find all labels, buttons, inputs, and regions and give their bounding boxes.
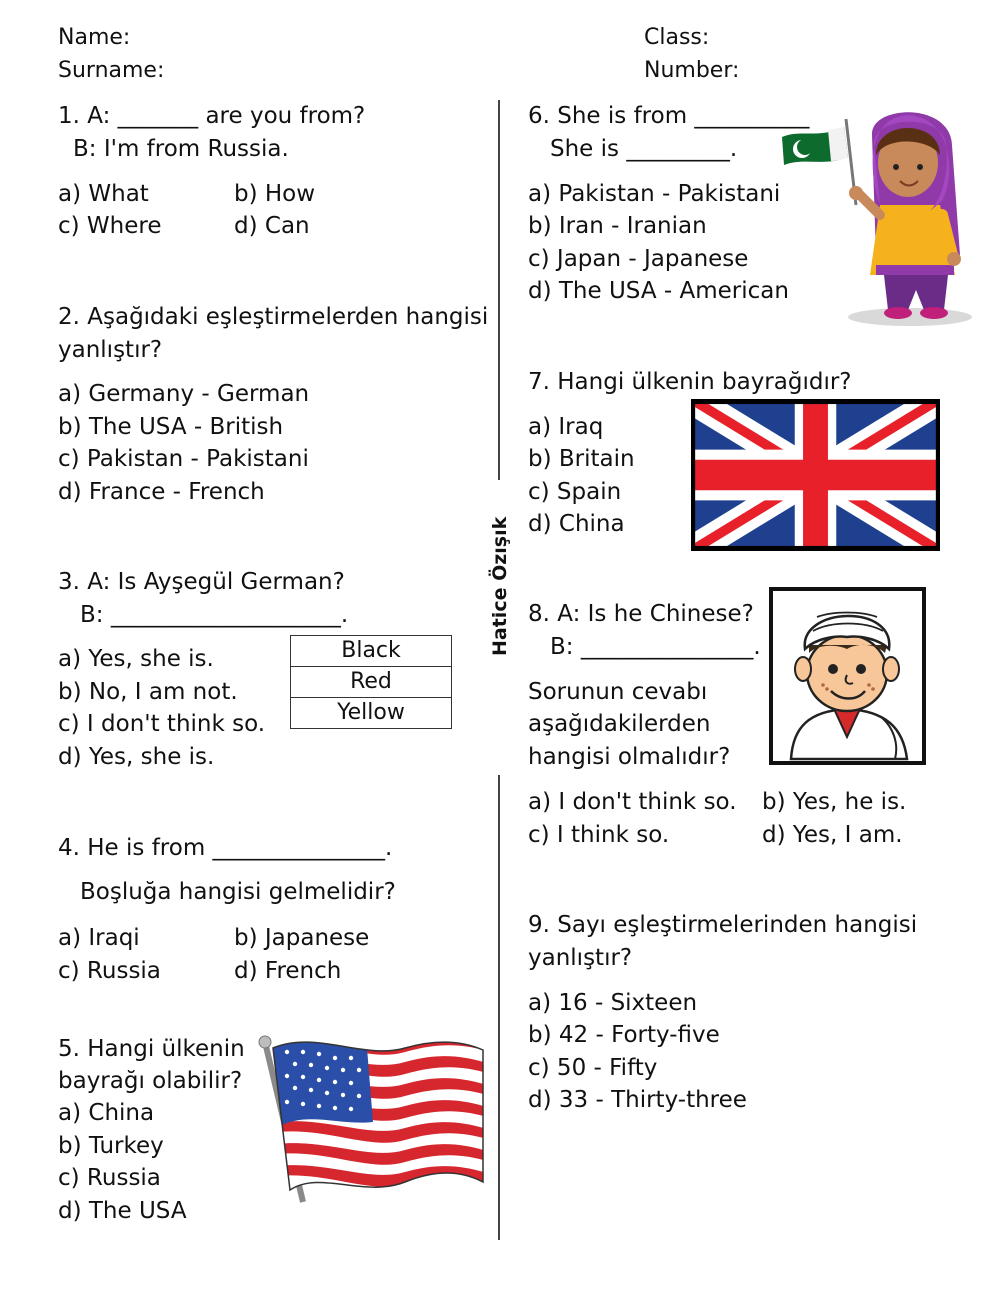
q7-option-a[interactable]: a) Iraq [528, 414, 604, 440]
color-yellow: Yellow [337, 700, 405, 725]
column-divider-top [498, 100, 500, 480]
q1-prompt-b: B: I'm from Russia. [73, 136, 289, 162]
q7-option-c[interactable]: c) Spain [528, 479, 622, 505]
q2-option-a[interactable]: a) Germany - German [58, 381, 310, 407]
number-label: Number: [644, 58, 740, 83]
q9-prompt: 9. Sayı eşleştirmelerinden hangisi [528, 912, 918, 938]
q5-prompt-2: bayrağı olabilir? [58, 1068, 243, 1094]
q6-option-a[interactable]: a) Pakistan - Pakistani [528, 181, 781, 207]
q1-prompt: 1. A: _______ are you from? [58, 103, 366, 129]
q8-option-a[interactable]: a) I don't think so. [528, 789, 737, 815]
q8-instruction-2: aşağıdakilerden [528, 711, 711, 737]
q8-option-b[interactable]: b) Yes, he is. [762, 789, 907, 815]
q9-option-d[interactable]: d) 33 - Thirty-three [528, 1087, 747, 1113]
q1-option-b[interactable]: b) How [234, 181, 316, 207]
q3-option-a[interactable]: a) Yes, she is. [58, 646, 214, 672]
q8-instruction-1: Sorunun cevabı [528, 679, 708, 705]
q1-option-a[interactable]: a) What [58, 181, 149, 207]
q8-option-d[interactable]: d) Yes, I am. [762, 822, 903, 848]
q1-option-d[interactable]: d) Can [234, 213, 310, 239]
q2-prompt-2: yanlıştır? [58, 337, 163, 363]
q4-option-a[interactable]: a) Iraqi [58, 925, 140, 951]
q5-option-b[interactable]: b) Turkey [58, 1133, 164, 1159]
q2-option-c[interactable]: c) Pakistan - Pakistani [58, 446, 309, 472]
q9-option-b[interactable]: b) 42 - Forty-five [528, 1022, 720, 1048]
q8-instruction-3: hangisi olmalıdır? [528, 744, 731, 770]
boy-with-turban-image [769, 587, 926, 765]
q6-option-b[interactable]: b) Iran - Iranian [528, 213, 707, 239]
q5-option-a[interactable]: a) China [58, 1100, 155, 1126]
q6-prompt: 6. She is from __________ [528, 103, 810, 129]
q3-option-d[interactable]: d) Yes, she is. [58, 744, 215, 770]
q5-prompt: 5. Hangi ülkenin [58, 1036, 245, 1062]
q8-prompt: 8. A: Is he Chinese? [528, 601, 754, 627]
q5-option-c[interactable]: c) Russia [58, 1165, 161, 1191]
q7-option-d[interactable]: d) China [528, 511, 625, 537]
surname-label: Surname: [58, 58, 165, 83]
q9-option-a[interactable]: a) 16 - Sixteen [528, 990, 698, 1016]
q4-option-d[interactable]: d) French [234, 958, 342, 984]
q4-prompt: 4. He is from _______________. [58, 835, 393, 861]
color-red: Red [291, 667, 451, 698]
q2-option-d[interactable]: d) France - French [58, 479, 265, 505]
uk-flag-image [691, 399, 940, 551]
q8-prompt-b: B: _______________. [550, 634, 761, 660]
q7-option-b[interactable]: b) Britain [528, 446, 635, 472]
q4-option-b[interactable]: b) Japanese [234, 925, 370, 951]
q6-option-d[interactable]: d) The USA - American [528, 278, 789, 304]
q9-option-c[interactable]: c) 50 - Fifty [528, 1055, 658, 1081]
flag-colors-table [290, 635, 452, 729]
q3-prompt-b: B: ____________________. [80, 602, 349, 628]
q5-option-d[interactable]: d) The USA [58, 1198, 187, 1224]
q2-prompt: 2. Aşağıdaki eşleştirmelerden hangisi [58, 304, 489, 330]
q3-option-c[interactable]: c) I don't think so. [58, 711, 266, 737]
q7-prompt: 7. Hangi ülkenin bayrağıdır? [528, 369, 852, 395]
q4-prompt-2: Boşluğa hangisi gelmelidir? [80, 879, 396, 905]
q6-option-c[interactable]: c) Japan - Japanese [528, 246, 749, 272]
class-label: Class: [644, 25, 710, 50]
q2-option-b[interactable]: b) The USA - British [58, 414, 284, 440]
usa-flag-image [255, 1030, 490, 1210]
q1-option-c[interactable]: c) Where [58, 213, 162, 239]
name-label: Name: [58, 25, 131, 50]
q3-option-b[interactable]: b) No, I am not. [58, 679, 238, 705]
author-name: Hatice Özışık [489, 516, 511, 656]
q9-prompt-2: yanlıştır? [528, 945, 633, 971]
q4-option-c[interactable]: c) Russia [58, 958, 161, 984]
q8-option-c[interactable]: c) I think so. [528, 822, 670, 848]
q6-prompt-2: She is _________. [550, 136, 738, 162]
pakistani-girl-image [780, 105, 980, 330]
column-divider-bottom [498, 775, 500, 1240]
color-black: Black [291, 636, 451, 667]
q3-prompt: 3. A: Is Ayşegül German? [58, 569, 345, 595]
